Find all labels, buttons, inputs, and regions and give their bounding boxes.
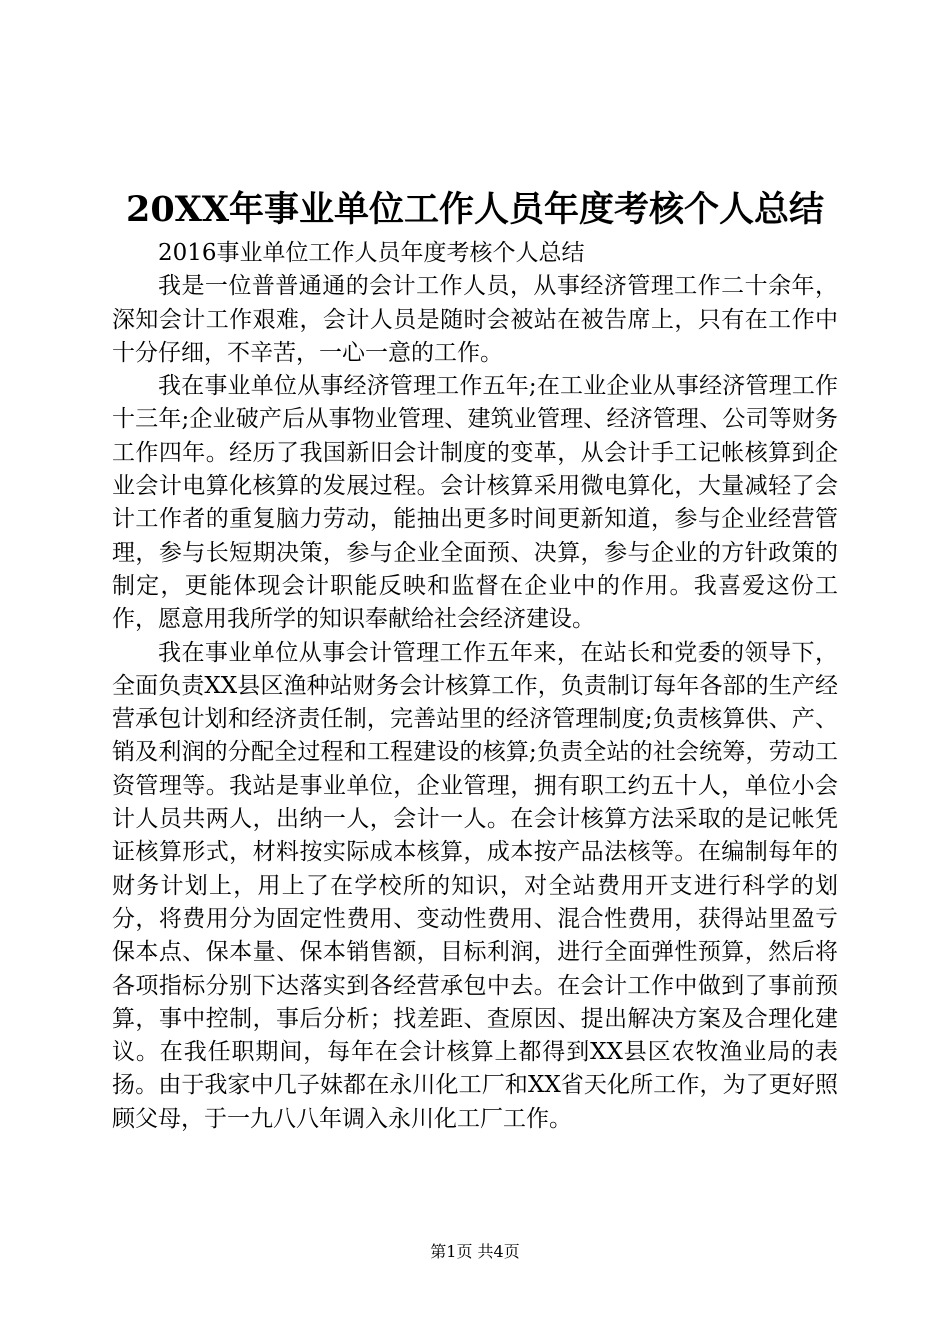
body-paragraph: 我是一位普普通通的会计工作人员，从事经济管理工作二十余年，深知会计工作艰难，会计人员是随时会被站在被告席上，只有在工作中十分仔细，不辛苦，一心一意的工作。: [112, 273, 838, 366]
document-title: 20XX年事业单位工作人员年度考核个人总结: [125, 189, 825, 230]
subtitle-paragraph: 2016事业单位工作人员年度考核个人总结: [158, 240, 585, 266]
body-paragraph: 我在事业单位从事经济管理工作五年;在工业企业从事经济管理工作十三年;企业破产后从事物业管理、建筑业管理、经济管理、公司等财务工作四年。经历了我国新旧会计制度的变革，从会计手工记帐核算到企业会计电算化核算的发展过程。会计核算采用微电算化，大量减轻了会计工作者的重复脑力劳动，能抽出更多时间更新知道，参与企业经营管理，参与长短期决策，参与企业全面预、决算，参与企业的方针政策的制定，更能体现会计职能反映和监督在企业中的作用。我喜爱这份工作，愿意用我所学的知识奉献给社会经济建设。: [112, 373, 838, 633]
page-number-footer: 第1页 共4页: [430, 1242, 520, 1261]
body-paragraph: 我在事业单位从事会计管理工作五年来，在站长和党委的领导下，全面负责XX县区渔种站财务会计核算工作，负责制订每年各部的生产经营承包计划和经济责任制，完善站里的经济管理制度;负责核算供、产、销及利润的分配全过程和工程建设的核算;负责全站的社会统筹，劳动工资管理等。我站是事业单位，企业管理，拥有职工约五十人，单位小会计人员共两人，出纳一人，会计一人。在会计核算方法采取的是记帐凭证核算形式，材料按实际成本核算，成本按产品法核等。在编制每年的财务计划上，用上了在学校所的知识，对全站费用开支进行科学的划分，将费用分为固定性费用、变动性费用、混合性费用，获得站里盈亏保本点、保本量、保本销售额，目标利润，进行全面弹性预算，然后将各项指标分别下达落实到各经营承包中去。在会计工作中做到了事前预算，事中控制，事后分析；找差距、查原因、提出解决方案及合理化建议。在我任职期间，每年在会计核算上都得到XX县区农牧渔业局的表扬。由于我家中几子妹都在永川化工厂和XX省天化所工作，为了更好照顾父母，于一九八八年调入永川化工厂工作。: [112, 639, 838, 1132]
document-body: [112, 237, 838, 1136]
